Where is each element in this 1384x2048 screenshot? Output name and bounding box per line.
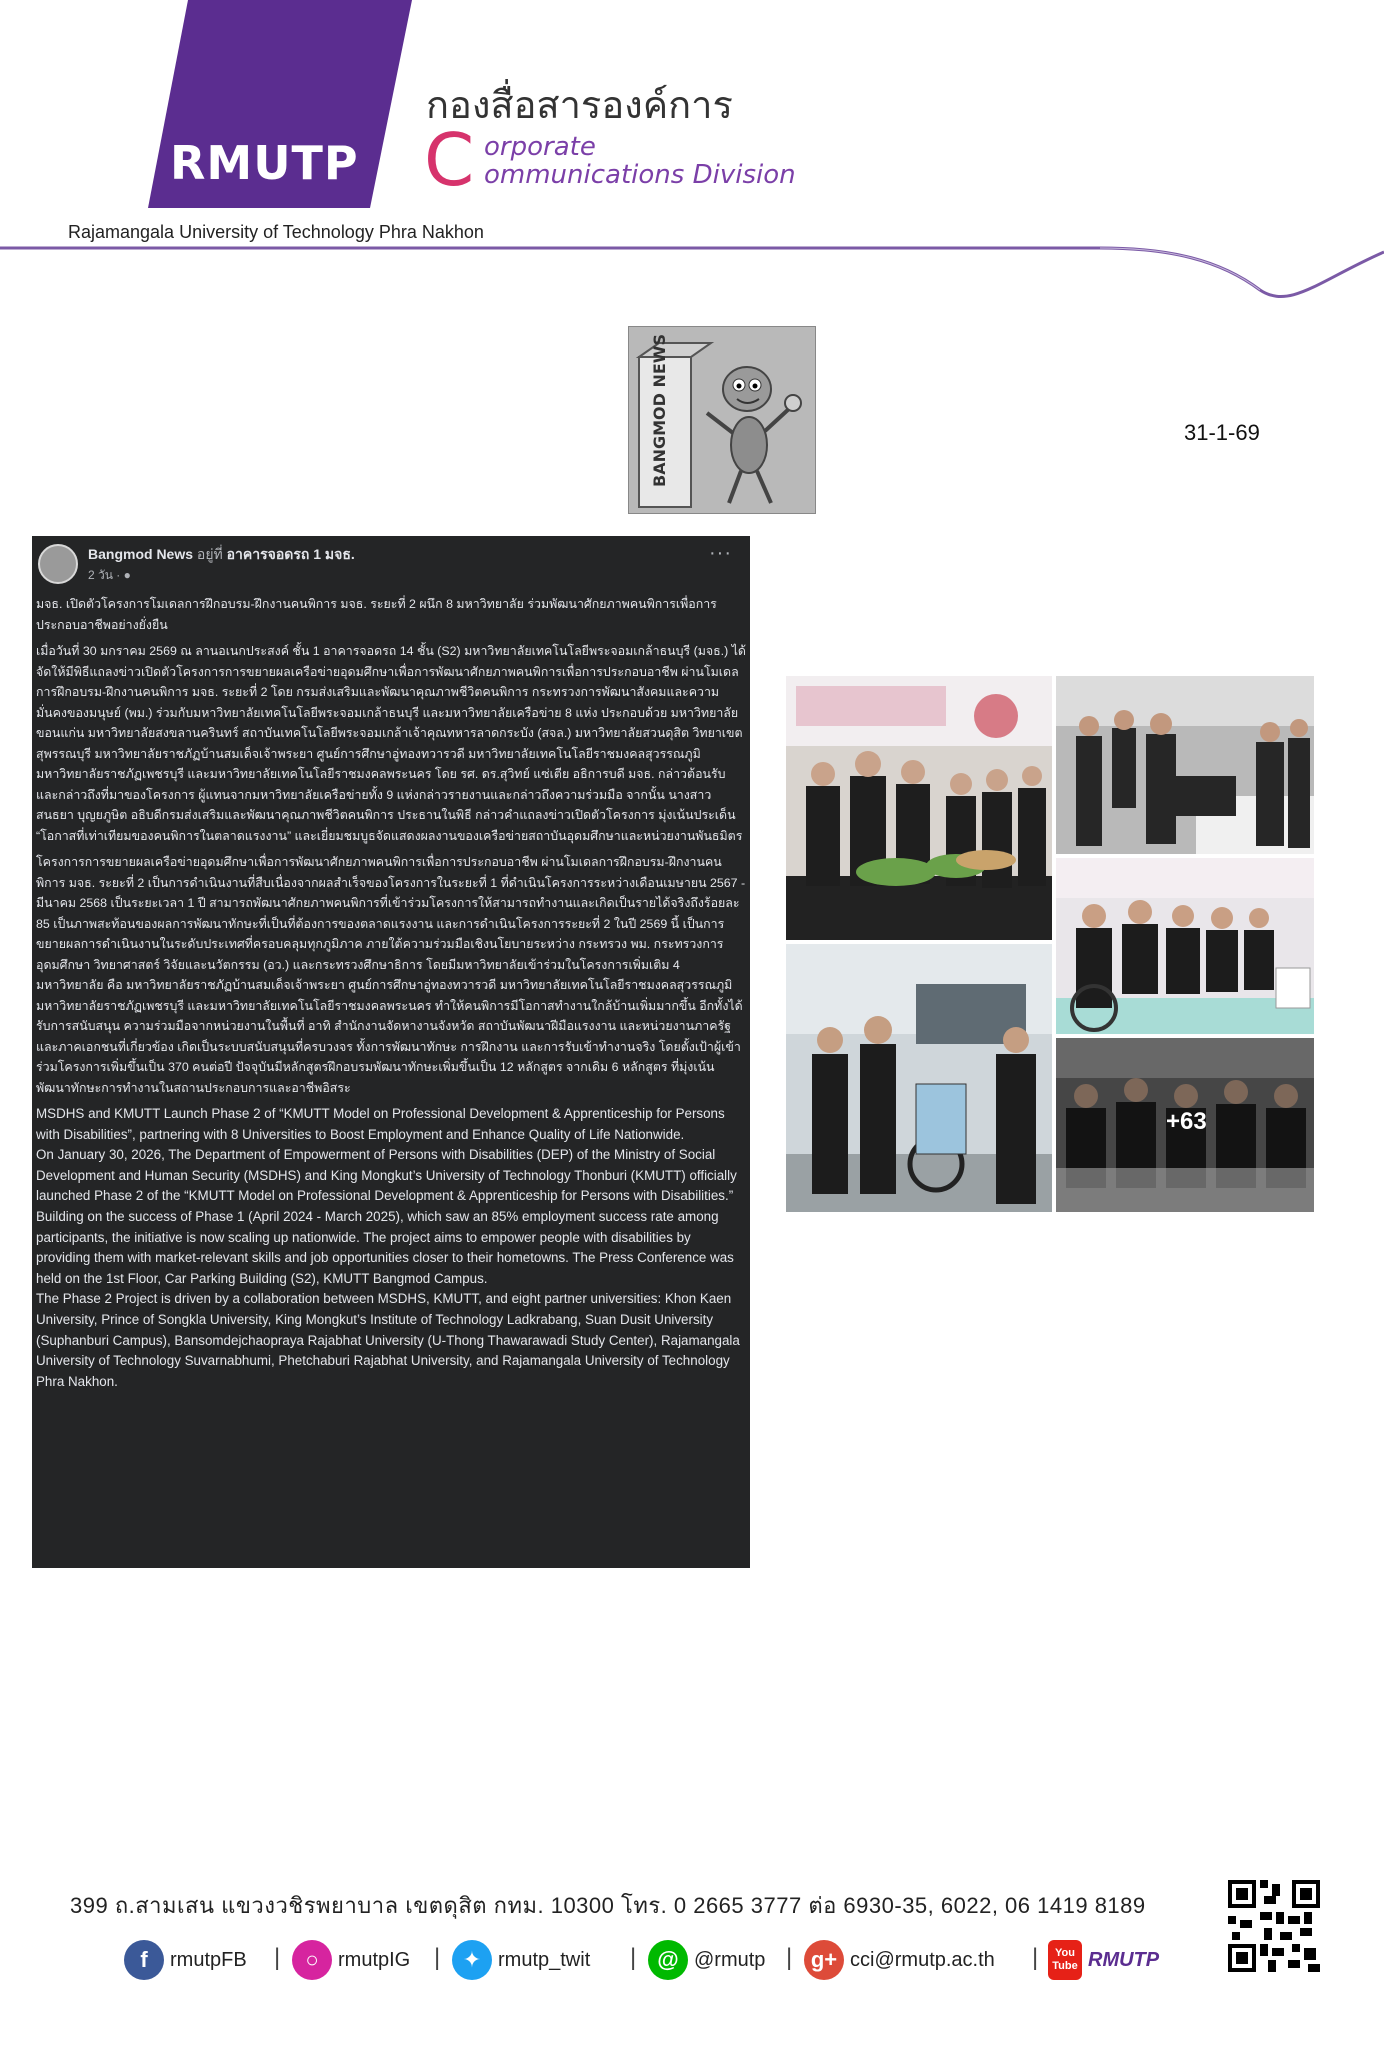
footer-separator: | — [630, 1944, 637, 1971]
gallery-photo-wheelchair-seating[interactable] — [1056, 858, 1314, 1034]
social-youtube[interactable] — [1048, 1938, 1159, 1982]
post-thai-paragraph-1: เมื่อวันที่ 30 มกราคม 2569 ณ ลานอเนกประสงค์ ชั้น 1 อาคารจอดรถ 14 ชั้น (S2) มหาวิทยาลัยเทคโนโลยีพระจอมเกล้าธนบุรี (มจธ.) ได้จัดให้มีพิธีแถลงข่าวเปิดตัวโครงการการขยายผลเครือข่ายอุดมศึกษาเพื่อการพัฒนาศักยภาพคนพิการเพื่อการประกอบอาชีพ ผ่านโมเดลการฝึกอบรม-ฝึกงานคนพิการ มจธ. ระยะที่ 2 โดย กรมส่งเสริมและพัฒนาคุณภาพชีวิตคนพิการ กระทรวงการพัฒนาสังคมและความมั่นคงของมนุษย์ (พม.) ร่วมกับมหาวิทยาลัยเทคโนโลยีพระจอมเกล้าธนบุรี และมหาวิทยาลัยเครือข่าย 8 แห่ง ประกอบด้วย มหาวิทยาลัยขอนแก่น มหาวิทยาลัยสงขลานครินทร์ สถาบันเทคโนโลยีพระจอมเกล้าเจ้าคุณทหารลาดกระบัง (สจล.) มหาวิทยาลัยสวนดุสิต วิทยาเขตสุพรรณบุรี มหาวิทยาลัยราชภัฏบ้านสมเด็จเจ้าพระยา ศูนย์การศึกษาอู่ทองทวารวดี มหาวิทยาลัยเทคโนโลยีราชมงคลสุวรรณภูมิ มหาวิทยาลัยราชภัฏเพชรบุรี และมหาวิทยาลัยเทคโนโลยีราชมงคลพระนคร โดย รศ. ดร.สุวิทย์ แซ่เตีย อธิการบดี มจธ. กล่าวต้อนรับและกล่าวถึงที่มาของโครงการ ผู้แทนจากมหาวิทยาลัยเครือข่ายทั้ง 9 แห่งกล่าวรายงานและกล่าวถึงความร่วมมือ จากนั้น นางสาวสนธยา บุญยภูษิต อธิบดีกรมส่งเสริมและพัฒนาคุณภาพชีวิตคนพิการ ประธานในพิธี กล่าวคำแถลงข่าวเปิดตัวโครงการ มุ่งเน้นประเด็น “โอกาสที่เท่าเทียมของคนพิการในตลาดแรงงาน” และเยี่ยมชมบูธจัดแสดงผลงานของเครือข่ายสถาบันอุดมศึกษาและหน่วยงานพันธมิตร — [36, 644, 746, 843]
instagram-label: rmutpIG — [338, 1948, 411, 1971]
social-instagram[interactable] — [292, 1938, 410, 1982]
post-body — [36, 594, 746, 1392]
more-photos-count[interactable]: +63 — [1166, 1108, 1207, 1135]
youtube-badge-bottom: Tube — [1052, 1960, 1078, 1972]
more-options-icon[interactable]: ··· — [709, 542, 732, 564]
page-name[interactable]: Bangmod News — [88, 546, 194, 562]
post-english-title: MSDHS and KMUTT Launch Phase 2 of “KMUTT Model on Professional Development & Apprenticeship for Persons with Disabilities”, partnering with 8 Universities to Boost Employment and Enhance Quality of Life Nationwide. — [36, 1106, 725, 1142]
twitter-label: rmutp_twit — [498, 1948, 591, 1971]
globe-icon: ● — [123, 568, 131, 582]
post-meta — [88, 566, 131, 585]
page-avatar[interactable] — [38, 544, 78, 584]
post-location[interactable]: อาคารจอดรถ 1 มจธ. — [226, 546, 355, 562]
instagram-icon: ○ — [292, 1940, 332, 1980]
bangmod-news-mascot — [628, 326, 816, 514]
post-header — [88, 544, 355, 566]
post-english-paragraph-2: The Phase 2 Project is driven by a collaboration between MSDHS, KMUTT, and eight partner universities: Khon Kaen University, Prince of Songkla University, King Mongkut’s Institute of Technology Ladkrabang, Suan Dusit University (Suphanburi Campus), Bansomdejchaopraya Rajabhat University (U-Thong Thawarawadi Study Center), Rajamangala University of Technology Suvarnabhumi, Phetchaburi Rajabhat University, and Rajamangala University of Technology Phra Nakhon. — [36, 1291, 740, 1389]
line-at-icon: @ — [648, 1940, 688, 1980]
post-english-paragraph-1: On January 30, 2026, The Department of Empowerment of Persons with Disabilities (DEP) of the Ministry of Social Development and Human Security (MSDHS) and King Mongkut’s University of Technology Thonburi (KMUTT) officially launched Phase 2 of the “KMUTT Model on Professional Development & Apprenticeship for Persons with Disabilities.” Building on the success of Phase 1 (April 2024 - March 2025), which saw an 85% employment success rate among participants, the initiative is now scaling up nationwide. The project aims to empower people with disabilities by providing them with market-relevant skills and job opportunities closer to their hometowns. The Press Conference was held on the 1st Floor, Car Parking Building (S2), KMUTT Bangmod Campus. — [36, 1147, 737, 1286]
gallery-photo-registration[interactable] — [1056, 676, 1314, 854]
youtube-badge-top: You — [1055, 1947, 1075, 1959]
qr-code[interactable] — [1228, 1880, 1320, 1972]
footer-separator: | — [434, 1944, 441, 1971]
facebook-post-card — [32, 536, 750, 1568]
header-divider-curve — [0, 230, 1384, 330]
facebook-icon: f — [124, 1940, 164, 1980]
social-twitter[interactable] — [452, 1938, 590, 1982]
post-english-section — [36, 1104, 746, 1392]
youtube-label: RMUTP — [1088, 1948, 1160, 1971]
department-name-thai: กองสื่อสารองค์การ — [426, 83, 733, 127]
photo-gallery — [786, 676, 1314, 1212]
line-label: @rmutp — [694, 1948, 766, 1971]
footer-separator: | — [1032, 1944, 1039, 1971]
department-name-line2: ommunications Division — [484, 160, 796, 190]
location-prefix: อยู่ที่ — [196, 546, 223, 562]
footer-separator: | — [786, 1944, 793, 1971]
youtube-icon — [1048, 1940, 1082, 1980]
facebook-label: rmutpFB — [170, 1948, 247, 1971]
document-date: 31-1-69 — [1184, 420, 1260, 445]
university-name: Rajamangala University of Technology Phra Nakhon — [68, 222, 484, 242]
twitter-icon: ✦ — [452, 1940, 492, 1980]
google-plus-icon: g+ — [804, 1940, 844, 1980]
email-label: cci@rmutp.ac.th — [850, 1948, 995, 1971]
gallery-photo-bicycle-demo[interactable] — [786, 944, 1052, 1212]
social-line[interactable] — [648, 1938, 765, 1982]
footer-separator: | — [274, 1944, 281, 1971]
social-facebook[interactable] — [124, 1938, 247, 1982]
rmutp-logo-text: RMUTP — [170, 136, 359, 190]
social-email[interactable] — [804, 1938, 995, 1982]
footer-address: 399 ถ.สามเสน แขวงวชิรพยาบาล เขตดุสิต กทม. 10300 โทร. 0 2665 3777 ต่อ 6930-35, 6022, 06 1419 8189 — [70, 1893, 1146, 1918]
department-name-initial: C — [424, 118, 475, 202]
mascot-label: BANGMOD NEWS — [650, 334, 669, 487]
post-thai-title: มจธ. เปิดตัวโครงการโมเดลการฝึกอบรม-ฝึกงานคนพิการ มจธ. ระยะที่ 2 ผนึก 8 มหาวิทยาลัย ร่วมพัฒนาศักยภาพคนพิการเพื่อการประกอบอาชีพอย่างยั่งยืน — [36, 597, 717, 632]
post-thai-paragraph-2: โครงการการขยายผลเครือข่ายอุดมศึกษาเพื่อการพัฒนาศักยภาพคนพิการเพื่อการประกอบอาชีพ ผ่านโมเดลการฝึกอบรม-ฝึกงานคนพิการ มจธ. ระยะที่ 2 เป็นการดำเนินงานที่สืบเนื่องจากผลสำเร็จของโครงการในระยะที่ 1 ที่ดำเนินโครงการระหว่างเดือนเมษายน 2567 - มีนาคม 2568 เป็นระยะเวลา 1 ปี สามารถพัฒนาศักยภาพคนพิการที่เข้าร่วมโครงการให้สามารถทำงานและเกิดเป็นรายได้จริงถึงร้อยละ 85 เป็นภาพสะท้อนของผลการพัฒนาทักษะที่เป็นที่ต้องการของตลาดแรงงาน และการดำเนินโครงการระยะที่ 2 ในปี 2569 นี้ เป็นการขยายผลการดำเนินงานในระดับประเทศที่ครอบคลุมทุกภูมิภาค ภายใต้ความร่วมมือเชิงนโยบายระหว่าง กระทรวง พม. กระทรวงการอุดมศึกษา วิทยาศาสตร์ วิจัยและนวัตกรรม (อว.) และกระทรวงศึกษาธิการ โดยมีมหาวิทยาลัยเข้าร่วมในโครงการเพิ่มเติม 4 มหาวิทยาลัย คือ มหาวิทยาลัยราชภัฏบ้านสมเด็จเจ้าพระยา ศูนย์การศึกษาอู่ทองทวารวดี มหาวิทยาลัยเทคโนโลยีราชมงคลสุวรรณภูมิ มหาวิทยาลัยราชภัฏเพชรบุรี และมหาวิทยาลัยเทคโนโลยีราชมงคลพระนคร ทำให้คนพิการมีโอกาสทำงานใกล้บ้านเพิ่มมากขึ้น อีกทั้งได้รับการสนับสนุน ความร่วมมือจากหน่วยงานในพื้นที่ อาทิ สำนักงานจัดหางานจังหวัด สถาบันพัฒนาฝีมือแรงงาน และหน่วยงานภาครัฐและภาคเอกชนที่เกี่ยวข้อง เกิดเป็นระบบสนับสนุนที่ครบวงจร ทั้งการพัฒนาทักษะ การฝึกงาน และการรับเข้าทำงานจริง โดยตั้งเป้าผู้เข้าร่วมโครงการเพิ่มขึ้นเป็น 370 คนต่อปี ปัจจุบันมีหลักสูตรฝึกอบรมพัฒนาทักษะเพิ่มขึ้นเป็น 12 หลักสูตร จากเดิม 6 หลักสูตร ที่มุ่งเน้นพัฒนาทักษะการทำงานในสถานประกอบการและอาชีพอิสระ — [36, 855, 746, 1095]
post-time[interactable]: 2 วัน · — [88, 568, 121, 582]
department-name-line1: orporate — [484, 132, 596, 162]
gallery-photo-booth[interactable] — [786, 676, 1052, 940]
